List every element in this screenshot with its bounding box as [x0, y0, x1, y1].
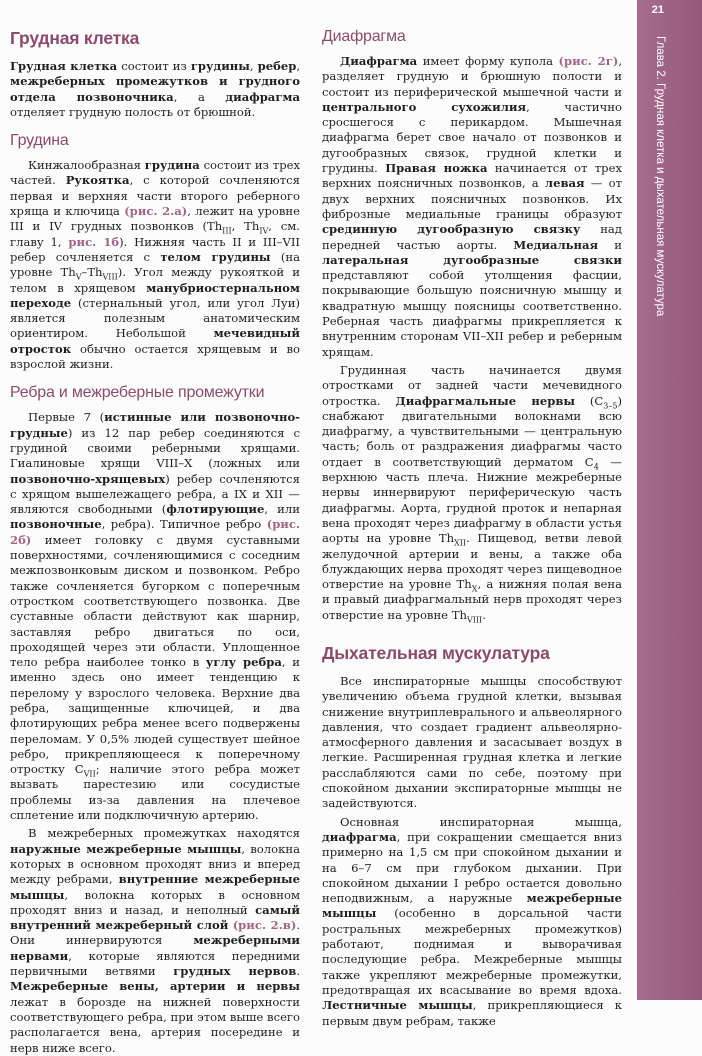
- right-column: [322, 28, 622, 1029]
- heading-ribs: Ребра и межреберные промежутки: [10, 384, 265, 402]
- paragraph-respiratory-2: Основная инспираторная мышца, диафрагма, при сокращении смещается вниз примерно на 1,5 см при спокойном дыхании и на 6–7 см при глубоком дыхании. При спокойном дыхании I ребро остается довольно неподвижным, а наружные межреберные мышцы (особенно в дорсальной части ростральных межреберных промежутков) работают, поднимая и выворачивая последующие ребра. Межреберные мышцы также укрепляют межреберные промежутки, предотвращая их всасывание во время вдоха. Лестничные мышцы, прикрепляющиеся к первым двум ребрам, также: [322, 814, 622, 1028]
- paragraph-intercostal: В межреберных промежутках находятся наружные межреберные мышцы, волокна которых в основном проходят вниз и вперед между ребрами, внутренние межреберные мышцы, волокна которых в основном проходят вниз и назад, и неполный самый внутренний межреберный слой (рис. 2.в). Они иннервируются межреберными нервами, которые являются передними первичными ветвями грудных нервов. Межреберные вены, артерии и нервы лежат в борозде на нижней поверхности соответствующего ребра, при этом выше всего располагается вена, артерия посередине и нерв ниже всего.: [10, 826, 301, 1055]
- chapter-sidebar: [634, 0, 702, 1000]
- sidebar-divider: [634, 0, 637, 1000]
- left-column: [10, 28, 300, 1056]
- heading-diaphragm: Диафрагма: [322, 28, 406, 45]
- paragraph-diaphragm-2: Грудинная часть начинается двумя отростками от задней части мечевидного отростка. Диафрагмальные нервы $(C_{3-5})$ снабжают двигательными волокнами всю диафрагму, а чувствительными — центральную часть; боль от раздражения диафрагмы часто отдает в соответствующий дерматом $C_4$ — верхнюю часть плеча. Нижние межреберные нервы иннервируют периферическую часть диафрагмы. Аорта, грудной проток и непарная вена проходят через диафрагму в области устья аорты на уровне $Th_{XII}$. Пищевод, ветви левой желудочной артерии и вены, а также оба блуждающих нерва проходят через пищеводное отверстие на уровне $Th_X$, а нижняя полая вена и правый диафрагмальный нерв проходят через отверстие на уровне $Th_{VIII}$.: [322, 362, 623, 624]
- paragraph-respiratory-1: Все инспираторные мышцы способствуют увеличению объема грудной клетки, вызывая снижение внутриплеврального и альвеолярного давления, что создает градиент альвеолярно-атмосферного давления и засасывает воздух в легкие. Расширенная грудная клетка и легкие расслабляются сами по себе, поэтому при спокойном дыхании экспираторные мышцы не задействуются.: [322, 673, 622, 811]
- paragraph-chest: Грудная клетка состоит из грудины, ребер, межреберных промежутков и грудного отдела позвоночника, а диафрагма отделяет грудную полость от брюшной.: [10, 59, 301, 119]
- paragraph-sternum: Кинжалообразная грудина состоит из трех частей. Рукоятка, с которой сочленяются первая и верхняя части второго реберного хряща и ключица (рис. 2.а), лежит на уровне III и IV грудных позвонков ($Th_{III}$, $Th_{IV}$, см. главу 1, рис. 1б). Нижняя часть II и III–VII ребер сочленяется с телом грудины (на уровне $Th_V-Th_{VIII}$). Угол между рукояткой и телом в хрящевом манубриостернальном переходе (стернальный угол, или угол Луи) является полезным анатомическим ориентиром. Небольшой мечевидный отросток обычно остается хрящевым и во взрослой жизни.: [10, 158, 301, 372]
- paragraph-ribs: Первые 7 (истинные или позвоночно-грудные) из 12 пар ребер соединяются с грудиной своими реберными хрящами. Гиалиновые хрящи VIII–X (ложных или позвоночно-хрящевых) ребер сочленяются с хрящом вышележащего ребра, а IX и XII — являются свободными (флотирующие, или позвоночные, ребра). Типичное ребро (рис. 2б) имеет головку с двумя суставными поверхностями, сочленяющимися с соседним межпозвонковым диском и позвонком. Ребро также сочленяется бугорком с поперечным отростком соответствующего позвонка. Две суставные области действуют как шарнир, заставляя ребро двигаться по оси, проходящей через эти области. Уплощенное тело ребра наиболее тонко в углу ребра, и именно здесь оно имеет тенденцию к перелому у взрослого человека. Верхние два ребра, защищенные ключицей, и два флотирующих ребра менее всего подвержены переломам. У 0,5% людей существует шейное ребро, прикрепляющееся к поперечному отростку $C_{VII}$; наличие этого ребра может вызвать парестезию или сосудистые проблемы из-за давления на плечевое сплетение или подключичную артерию.: [10, 410, 301, 823]
- heading-respiratory-muscles: Дыхательная мускулатура: [322, 642, 550, 663]
- page-number: 21: [651, 4, 664, 16]
- paragraph-diaphragm-1: Диафрагма имеет форму купола (рис. 2г), разделяет грудную и брюшную полости и состоит из периферической мышечной части и центрального сухожилия, частично сросшегося с перикардом. Мышечная диафрагма берет свое начало от позвонков и дугообразных связок, грудной клетки и грудины. Правая ножка начинается от трех верхних поясничных позвонков, а левая — от двух верхних поясничных позвонков. Их фиброзные медиальные границы образуют срединную дугообразную связку над передней частью аорты. Медиальная и латеральная дугообразные связки представляют собой утолщения фасции, покрывающие большую поясничную мышцу и квадратную мышцу поясницы соответственно. Реберная часть диафрагмы прикрепляется к внутренним сторонам VII–XII ребер и реберным хрящам.: [322, 54, 623, 359]
- heading-chest: Грудная клетка: [10, 28, 140, 48]
- heading-sternum: Грудина: [10, 132, 69, 150]
- chapter-title: Глава 2. Грудная клетка и дыхательная мускулатура: [654, 36, 666, 317]
